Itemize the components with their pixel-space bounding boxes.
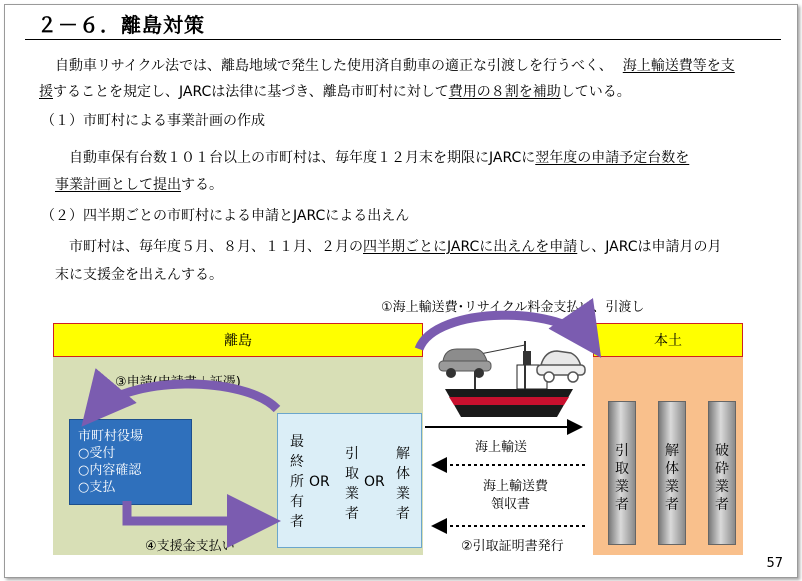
page-title: ２－６．離島対策 [37,13,205,37]
intro-text-1a: 自動車リサイクル法では、離島地域で発生した使用済自動車の適正な引渡しを行うべく、 [55,58,613,74]
section2-heading: （２）四半期ごとの市町村による申請とJARCによる出えん [41,208,410,224]
step2-label: ②引取証明書発行 [461,539,564,554]
payment-curve-arrow [419,315,591,349]
island-label: 離島 [224,333,252,349]
page-number: 57 [766,556,783,571]
receipt-label-2: 領収書 [491,497,531,512]
office-item-pay: ○支払 [78,480,116,495]
intro-underline-1: 海上輸送費等を支 [622,58,735,74]
dismantler-label: 解体業者 [396,446,410,522]
collector-label: 引取業者 [345,446,359,522]
receipt-label-1: 海上輸送費 [483,479,549,494]
ship-icon [445,341,573,417]
section1-underline-1: 翌年度の申請予定台数を [535,150,690,166]
mainland-collector-pillar [608,401,636,545]
intro-line-2 [39,79,631,105]
mainland-band [593,323,743,357]
section1-underline-2: 事業計画として提出 [55,177,181,193]
island-band [53,323,423,357]
scrap-car-icon [537,351,585,382]
or-label-1: OR [309,474,330,490]
or-label-2: OR [364,474,385,490]
intro-underline-2a: 援 [39,84,53,100]
intro-text-2b: している。 [560,84,631,100]
intro-line-1 [55,53,735,79]
section2-text-1a: 市町村は、毎年度５月、８月、１１月、２月の [69,239,363,255]
mainland-label: 本土 [654,333,682,349]
section1-line-1 [69,145,689,171]
section1-line-2 [55,172,223,198]
intro-underline-2b: 費用の８割を補助 [448,84,561,100]
island-owners-box [277,413,422,548]
section1-text-2a: する。 [181,177,223,193]
mainland-dismantler-label: 解体業者 [665,443,679,513]
mainland-dismantler-pillar [658,401,686,545]
step3-label: ③申請(申請書＋証憑) [115,375,241,390]
municipal-office-box [69,419,192,505]
intro-text-2a: することを規定し、JARCは法律に基づき、離島市町村に対して [53,84,449,100]
section1-text-1a: 自動車保有台数１０１台以上の市町村は、毎年度１２月末を期限にJARCに [69,150,536,166]
section2-line-1 [69,234,722,260]
mainland-shredder-pillar [708,401,736,545]
slide [4,4,798,578]
mainland-shredder-label: 破砕業者 [715,443,729,513]
step1-label: ①海上輸送費･リサイクル料金支払い、引渡し [381,300,645,315]
car-icon [439,349,491,378]
section2-underline-1: 四半期ごとにJARCに出えんを申請 [363,239,578,255]
section2-text-1b: し、JARCは申請月の月 [577,239,722,255]
step4-label: ④支援金支払い [145,539,235,554]
section1-heading: （１）市町村による事業計画の作成 [41,113,265,129]
office-item-receive: ○受付 [78,446,116,461]
office-item-confirm: ○内容確認 [78,463,142,478]
office-title: 市町村役場 [78,429,144,444]
mainland-collector-label: 引取業者 [615,443,629,513]
sea-transport-label: 海上輸送 [475,440,528,455]
title-divider [25,39,781,40]
final-owner-label: 最終所有者 [290,434,304,530]
section2-line-2: 末に支援金を出えんする。 [55,267,223,283]
